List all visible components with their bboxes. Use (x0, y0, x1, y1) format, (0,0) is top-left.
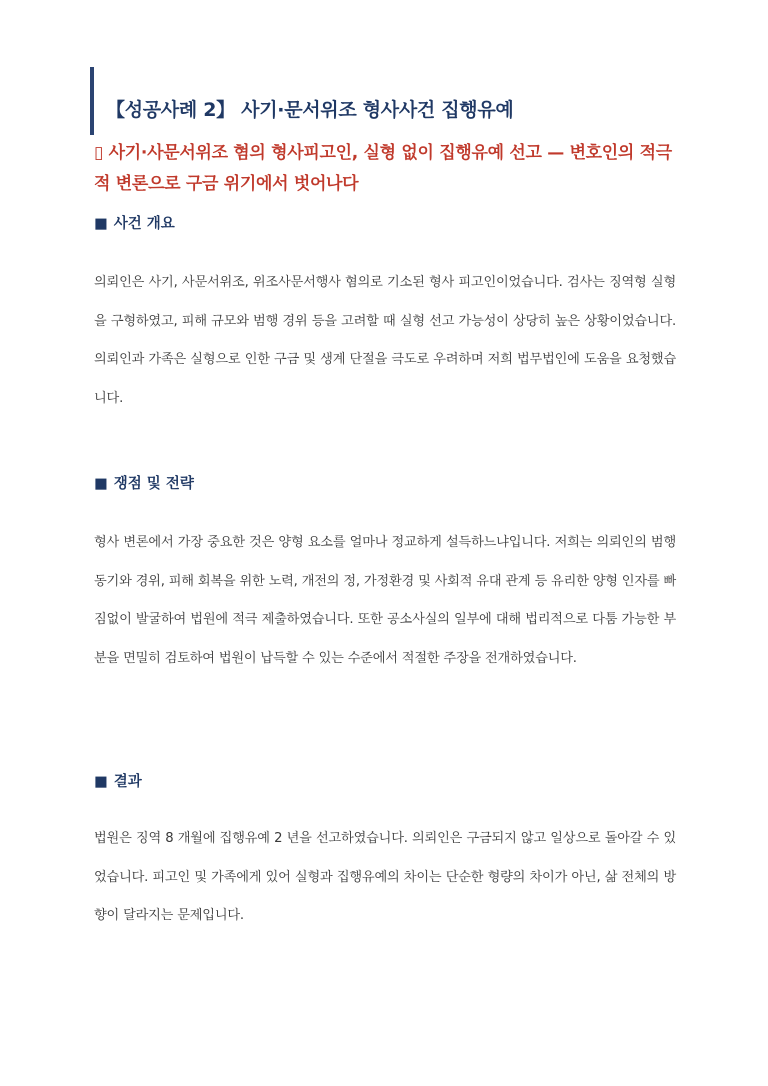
square-bullet-icon: ■ (94, 216, 108, 232)
section-heading-label: 결과 (113, 774, 142, 790)
section-heading-label: 쟁점 및 전략 (113, 476, 194, 492)
title-block (90, 67, 684, 135)
square-bullet-icon: ■ (94, 774, 108, 790)
section-body-result: 법원은 징역 8 개월에 집행유예 2 년을 선고하였습니다. 의뢰인은 구금되지 않고 일상으로 돌아갈 수 있었습니다. 피고인 및 가족에게 있어 실형과 집행유예의 차이는 단순한 형량의 차이가 아닌, 삶 전체의 방향이 달라지는 문제입니다. (94, 831, 676, 923)
page-title: 【성공사례 2】 사기·문서위조 형사사건 집행유예 (106, 99, 514, 121)
section-body-overview: 의뢰인은 사기, 사문서위조, 위조사문서행사 혐의로 기소된 형사 피고인이었습니다. 검사는 징역형 실형을 구형하였고, 피해 규모와 범행 경위 등을 고려할 때 실형 선고 가능성이 상당히 높은 상황이었습니다. 의뢰인과 가족은 실형으로 인한 구금 및 생계 단절을 극도로 우려하며 저희 법무법인에 도움을 요청했습니다. (94, 275, 676, 406)
page-subtitle: ▯ 사기·사문서위조 혐의 형사피고인, 실형 없이 집행유예 선고 — 변호인의 적극적 변론으로 구금 위기에서 벗어나다 (94, 143, 672, 194)
section-body-issues: 형사 변론에서 가장 중요한 것은 양형 요소를 얼마나 정교하게 설득하느냐입니다. 저희는 의뢰인의 범행 동기와 경위, 피해 회복을 위한 노력, 개전의 정, 가정환경 및 사회적 유대 관계 등 유리한 양형 인자를 빠짐없이 발굴하여 법원에 적극 제출하였습니다. 또한 공소사실의 일부에 대해 법리적으로 다툼 가능한 부분을 면밀히 검토하여 법원이 납득할 수 있는 수준에서 적절한 주장을 전개하였습니다. (94, 535, 676, 666)
section-heading-overview (94, 212, 175, 233)
section-heading-issues (94, 472, 194, 493)
section-heading-label: 사건 개요 (113, 216, 175, 232)
section-heading-result (94, 770, 142, 791)
square-bullet-icon: ■ (94, 476, 108, 492)
